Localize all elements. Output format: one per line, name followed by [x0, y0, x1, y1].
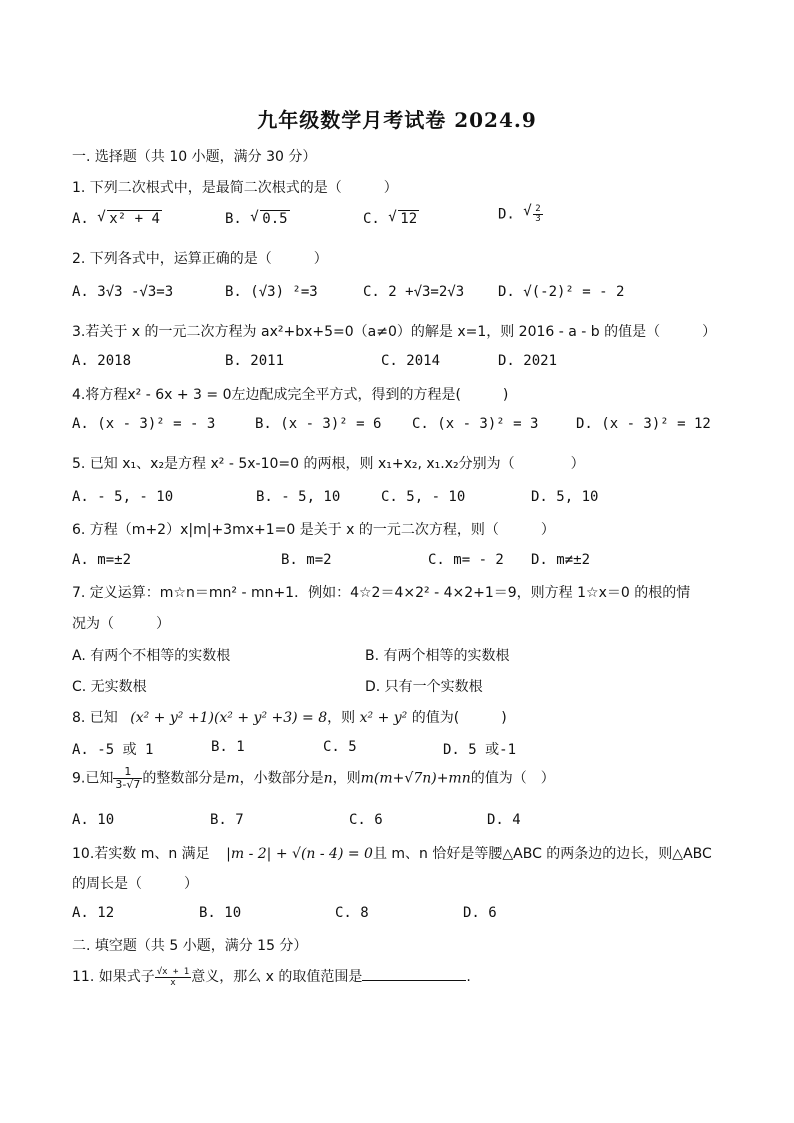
q8-option-a: A. -5 或 1: [72, 742, 154, 758]
section-2-heading: 二. 填空题（共 5 小题，满分 15 分）: [72, 938, 308, 954]
q7-option-d: D. 只有一个实数根: [365, 679, 483, 695]
q4-option-d: D. (x - 3)² = 12: [576, 416, 711, 432]
q7-option-a: A. 有两个不相等的实数根: [72, 648, 231, 664]
q5-option-d: D. 5, 10: [531, 489, 599, 505]
question-10-stem: 10.若实数 m、n 满足 |m - 2| + √(n - 4) = 0且 m、n 恰好是等腰△ABC 的两条边的边长，则△ABC: [72, 846, 712, 862]
q7-option-b: B. 有两个相等的实数根: [365, 648, 510, 664]
q3-option-d: D. 2021: [498, 353, 558, 369]
q8-option-d: D. 5 或-1: [443, 742, 517, 758]
q2-option-b: B. (√3) ²=3: [225, 284, 318, 300]
q4-option-c: C. (x - 3)² = 3: [412, 416, 539, 432]
q9-option-b: B. 7: [210, 812, 244, 828]
exam-title: 九年级数学月考试卷 2024.9: [257, 108, 537, 132]
question-10-stem-cont: 的周长是（ ）: [72, 876, 198, 892]
q2-option-a: A. 3√3 -√3=3: [72, 284, 174, 300]
q3-option-c: C. 2014: [381, 353, 441, 369]
section-1-heading: 一. 选择题（共 10 小题，满分 30 分）: [72, 149, 317, 165]
q4-option-a: A. (x - 3)² = - 3: [72, 416, 216, 432]
question-9-stem: 9.已知 $\frac{1}{3-√7}$ 的整数部分是m，小数部分是n，则m(m+√7n)+mn的值为（ ）: [72, 765, 555, 791]
q10-option-c: C. 8: [335, 905, 369, 921]
q6-option-d: D. m≠±2: [531, 552, 591, 568]
q6-option-a: A. m=±2: [72, 552, 132, 568]
q9-option-d: D. 4: [487, 812, 521, 828]
q10-option-a: A. 12: [72, 905, 115, 921]
q1-option-d: D. √ $\frac{2}{3}$: [498, 205, 543, 224]
q3-option-b: B. 2011: [225, 353, 285, 369]
question-7-stem: 7. 定义运算：m☆n＝mn² - mn+1．例如：4☆2＝4×2² - 4×2+1＝9，则方程 1☆x＝0 的根的情: [72, 585, 691, 601]
question-8-stem: 8. 已知 (x² + y² +1)(x² + y² +3) = 8，则 x² + y² 的值为( ): [72, 710, 507, 726]
q3-option-a: A. 2018: [72, 353, 132, 369]
question-1-stem: 1. 下列二次根式中，是最简二次根式的是（ ）: [72, 180, 398, 196]
q1-option-a: A. √ x² + 4: [72, 211, 162, 227]
q11-answer-blank[interactable]: [362, 966, 466, 981]
q5-option-b: B. - 5, 10: [256, 489, 341, 505]
q8-option-c: C. 5: [323, 739, 357, 755]
q8-expression: x² + y²: [359, 710, 408, 726]
q9-expression: m(m+√7n)+mn: [360, 770, 471, 787]
q10-equation: |m - 2| + √(n - 4) = 0: [226, 846, 373, 862]
q5-option-a: A. - 5, - 10: [72, 489, 174, 505]
q2-option-c: C. 2 +√3=2√3: [363, 284, 465, 300]
q6-option-b: B. m=2: [281, 552, 332, 568]
q4-option-b: B. (x - 3)² = 6: [255, 416, 382, 432]
question-11-stem: 11. 如果式子 $\frac{√x + 1}{x}$ 意义，那么 x 的取值范围是 .: [72, 966, 471, 988]
q2-option-d: D. √(-2)² = - 2: [498, 284, 625, 300]
q9-option-c: C. 6: [349, 812, 383, 828]
q1-option-b: B. √ 0.5: [225, 211, 290, 227]
question-4-stem: 4.将方程x² - 6x + 3 = 0左边配成完全平方式，得到的方程是( ): [72, 387, 509, 403]
question-3-stem: 3.若关于 x 的一元二次方程为 ax²+bx+5=0（a≠0）的解是 x=1，则 2016 - a - b 的值是（ ）: [72, 324, 717, 340]
question-7-stem-cont: 况为（ ）: [72, 616, 170, 632]
q1-option-c: C. √ 12: [363, 211, 419, 227]
question-6-stem: 6. 方程（m+2）x|m|+3mx+1=0 是关于 x 的一元二次方程，则（ ）: [72, 522, 555, 538]
q8-option-b: B. 1: [211, 739, 245, 755]
q9-option-a: A. 10: [72, 812, 115, 828]
question-5-stem: 5. 已知 x₁、x₂是方程 x² - 5x-10=0 的两根，则 x₁+x₂, x₁.x₂分别为（ ）: [72, 456, 585, 472]
q7-option-c: C. 无实数根: [72, 679, 147, 695]
q5-option-c: C. 5, - 10: [381, 489, 466, 505]
q10-option-b: B. 10: [199, 905, 242, 921]
q10-option-d: D. 6: [463, 905, 497, 921]
question-2-stem: 2. 下列各式中，运算正确的是（ ）: [72, 251, 328, 267]
q8-equation: (x² + y² +1)(x² + y² +3) = 8: [130, 710, 328, 726]
q6-option-c: C. m= - 2: [428, 552, 504, 568]
